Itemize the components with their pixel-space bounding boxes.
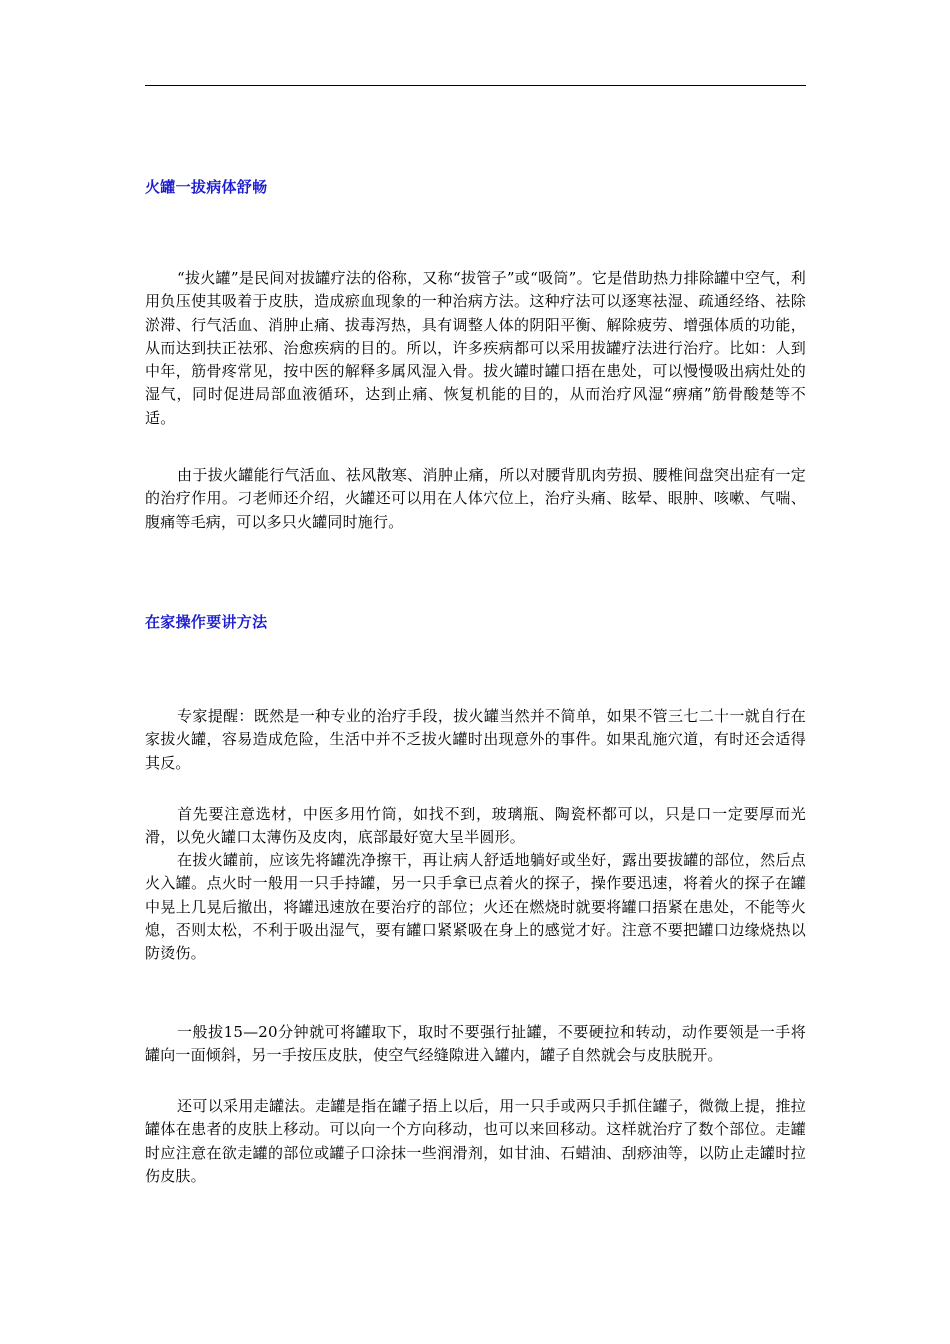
section-heading-cupping-benefits: 火罐一拔病体舒畅 xyxy=(145,178,268,196)
header-rule xyxy=(145,85,806,86)
paragraph-moving-cup: 还可以采用走罐法。走罐是指在罐子捂上以后，用一只手或两只手抓住罐子，微微上提，推拉罐体在患者的皮肤上移动。可以向一个方向移动，也可以来回移动。这样就治疗了数个部位。走罐时应注意在欲走罐的部位或罐子口涂抹一些润滑剂，如甘油、石蜡油、刮痧油等，以防止走罐时拉伤皮肤。 xyxy=(145,1097,806,1185)
paragraph-procedure: 在拔火罐前，应该先将罐洗净擦干，再让病人舒适地躺好或坐好，露出要拔罐的部位，然后点火入罐。点火时一般用一只手持罐，另一只手拿已点着火的探子，操作要迅速，将着火的探子在罐中晃上几晃后撤出，将罐迅速放在要治疗的部位；火还在燃烧时就要将罐口捂紧在患处，不能等火熄，否则太松，不利于吸出湿气，要有罐口紧紧吸在身上的感觉才好。注意不要把罐口边缘烧热以防烫伤。 xyxy=(145,851,806,963)
section-heading-home-method: 在家操作要讲方法 xyxy=(145,613,268,631)
paragraph-cupping-intro: “拔火罐”是民间对拔罐疗法的俗称，又称“拔管子”或“吸筒”。它是借助热力排除罐中空气，利用负压使其吸着于皮肤，造成瘀血现象的一种治病方法。这种疗法可以逐寒祛湿、疏通经络、祛除淤滞、行气活血、消肿止痛、拔毒泻热，具有调整人体的阴阳平衡、解除疲劳、增强体质的功能，从而达到扶正祛邪、治愈疾病的目的。所以，许多疾病都可以采用拔罐疗法进行治疗。比如：人到中年，筋骨疼常见，按中医的解释多属风湿入骨。拔火罐时罐口捂在患处，可以慢慢吸出病灶处的湿气，同时促进局部血液循环，达到止痛、恢复机能的目的，从而治疗风湿“痹痛”筋骨酸楚等不适。 xyxy=(145,269,806,427)
paragraph-cupping-effects: 由于拔火罐能行气活血、祛风散寒、消肿止痛，所以对腰背肌肉劳损、腰椎间盘突出症有一定的治疗作用。刁老师还介绍，火罐还可以用在人体穴位上，治疗头痛、眩晕、眼肿、咳嗽、气喘、腹痛等毛病，可以多只火罐同时施行。 xyxy=(145,466,806,531)
paragraph-expert-warning: 专家提醒：既然是一种专业的治疗手段，拔火罐当然并不简单，如果不管三七二十一就自行在家拔火罐，容易造成危险，生活中并不乏拔火罐时出现意外的事件。如果乱施穴道，有时还会适得其反。 xyxy=(145,707,806,772)
paragraph-material-choice: 首先要注意选材，中医多用竹筒，如找不到，玻璃瓶、陶瓷杯都可以，只是口一定要厚而光滑，以免火罐口太薄伤及皮肉，底部最好宽大呈半圆形。 xyxy=(145,805,806,847)
paragraph-removal: 一般拔15—20分钟就可将罐取下，取时不要强行扯罐，不要硬拉和转动，动作要领是一手将罐向一面倾斜，另一手按压皮肤，使空气经缝隙进入罐内，罐子自然就会与皮肤脱开。 xyxy=(145,1023,806,1065)
